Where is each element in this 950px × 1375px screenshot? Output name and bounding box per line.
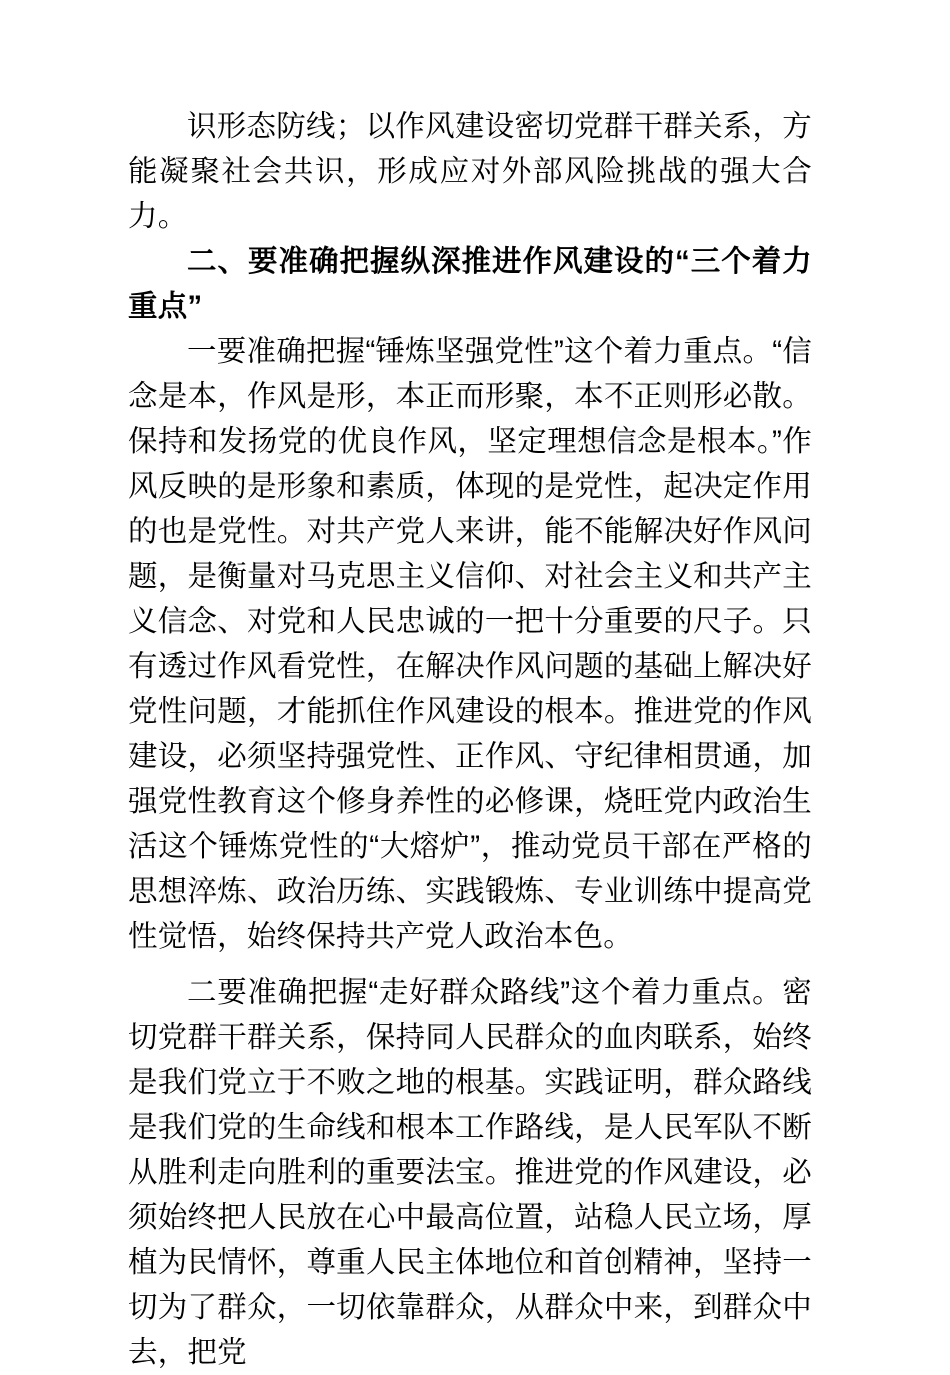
paragraph-continuation: 识形态防线；以作风建设密切党群干群关系，方能凝聚社会共识，形成应对外部风险挑战的强大合力。 <box>128 110 812 233</box>
section-heading-two: 二、要准确把握纵深推进作风建设的“三个着力重点” <box>128 245 812 323</box>
document-body <box>128 104 812 1375</box>
paragraph-point-two: 二要准确把握“走好群众路线”这个着力重点。密切党群干群关系，保持同人民群众的血肉联系，始终是我们党立于不败之地的根基。实践证明，群众路线是我们党的生命线和根本工作路线，是人民军队不断从胜利走向胜利的重要法宝。推进党的作风建设，必须始终把人民放在心中最高位置，站稳人民立场，厚植为民情怀，尊重人民主体地位和首创精神，坚持一切为了群众，一切依靠群众，从群众中来，到群众中去，把党 <box>128 976 812 1369</box>
paragraph-point-one: 一要准确把握“锤炼坚强党性”这个着力重点。“信念是本，作风是形，本正而形聚，本不正则形必散。保持和发扬党的优良作风，坚定理想信念是根本。”作风反映的是形象和素质，体现的是党性，起决定作用的也是党性。对共产党人来讲，能不能解决好作风问题，是衡量对马克思主义信仰、对社会主义和共产主义信念、对党和人民忠诚的一把十分重要的尺子。只有透过作风看党性，在解决作风问题的基础上解决好党性问题，才能抓住作风建设的根本。推进党的作风建设，必须坚持强党性、正作风、守纪律相贯通，加强党性教育这个修身养性的必修课，烧旺党内政治生活这个锤炼党性的“大熔炉”，推动党员干部在严格的思想淬炼、政治历练、实践锻炼、专业训练中提高党性觉悟，始终保持共产党人政治本色。 <box>128 335 812 953</box>
